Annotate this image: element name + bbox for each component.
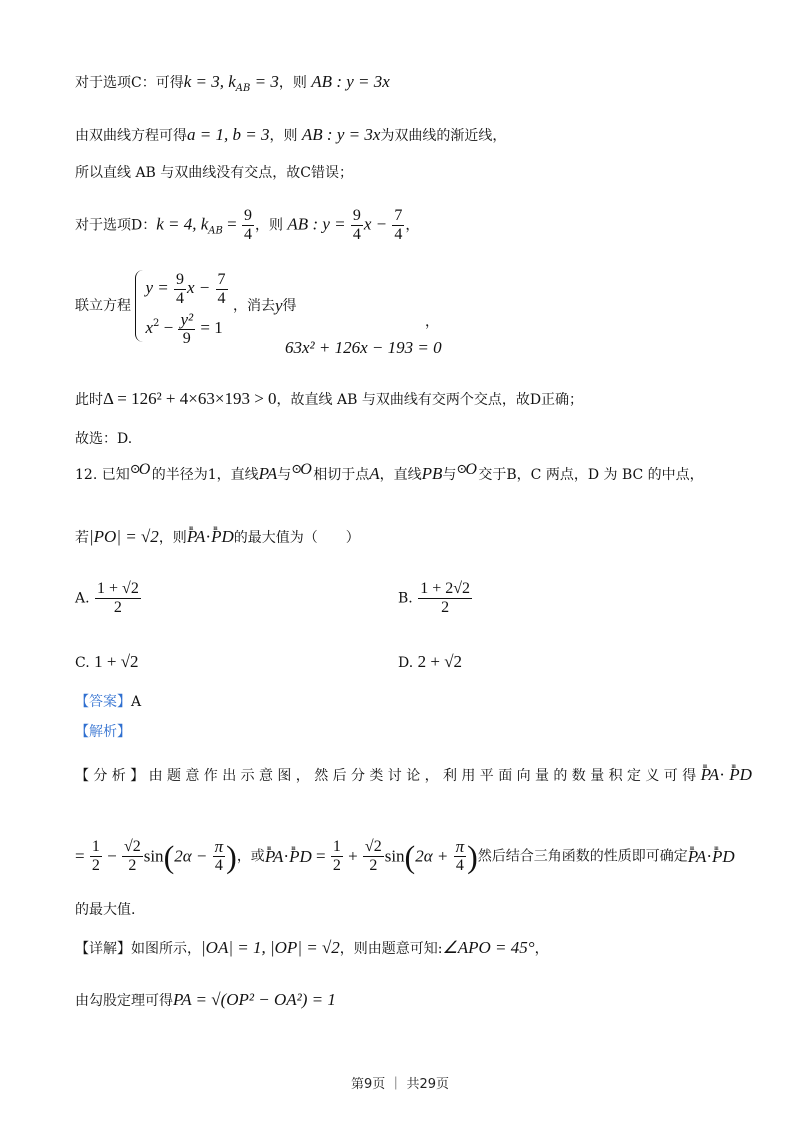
fraction: $\frac{9}{4}$ — [352, 207, 361, 243]
text: ，则 — [254, 217, 283, 234]
line-no-intersection — [75, 163, 353, 183]
vector-pa: ıııı PA — [688, 847, 707, 867]
math: PB — [421, 464, 443, 483]
fraction: $\frac{1}{2}$ — [91, 838, 100, 874]
vector-pd: ıııı PD — [712, 847, 735, 867]
math: k = 3, k — [183, 72, 236, 91]
vector-pd: ıııı PD — [289, 847, 312, 867]
math: 2 + √2 — [417, 652, 463, 671]
text: 故选：D. — [75, 431, 133, 447]
text: 然后结合三角函数的性质即可确定 — [477, 848, 688, 865]
option-label: C. — [75, 655, 90, 671]
text: 所以直线 AB 与双曲线没有交点，故C错误； — [75, 165, 354, 181]
text: ，则 — [158, 530, 187, 546]
answer-tag: 【答案】 — [75, 694, 131, 710]
answer-line — [75, 692, 141, 712]
text: 的半径为1，直线 — [151, 467, 259, 483]
option-c — [75, 652, 139, 673]
math: k = 4, k — [156, 214, 209, 234]
math: = — [222, 214, 241, 234]
math: a = 1, b = 3 — [187, 125, 270, 144]
text: 由双曲线方程可得 — [75, 128, 187, 144]
line-discriminant — [75, 389, 583, 410]
fraction: $\frac{1 + √2}{2}$ — [97, 580, 139, 616]
line-option-d — [75, 207, 419, 244]
text: 12. 已知 — [75, 467, 130, 483]
math: y — [274, 296, 283, 315]
detail-line — [75, 938, 549, 959]
equation-system: y = $\frac{9}{4}$ x − $\frac{7}{4}$ $x^2$ − $\frac{\text{y²}}{9}$ = 1 — [135, 270, 228, 342]
math: = 3 — [250, 72, 279, 91]
option-label: A. — [75, 590, 90, 607]
text: 与 — [277, 467, 292, 483]
text: ， — [405, 217, 420, 234]
text: 得 — [282, 298, 297, 314]
math: 1 + √2 — [94, 652, 139, 671]
vector-pd: ıııı PD — [729, 765, 752, 785]
question-12-line1 — [75, 460, 704, 490]
fraction: $\frac{\pi}{4}$ — [455, 837, 465, 874]
text: ，则由题意可知: — [339, 941, 443, 957]
text: 的最大值. — [75, 902, 136, 918]
math: AB : y = — [287, 214, 350, 234]
math: PA — [258, 464, 278, 483]
line-choose-d — [75, 429, 132, 449]
math: A — [369, 464, 380, 483]
analysis-line1: 【分析】由题意作出示意图，然后分类讨论，利用平面向量的数量积定义可得ıııı PA·ıııı PD — [75, 765, 752, 786]
text: 为双曲线的渐近线， — [380, 128, 507, 144]
answer-value: A — [131, 694, 142, 710]
option-label: B. — [398, 590, 413, 607]
circle-o-symbol: ⊙ O — [291, 461, 312, 478]
vector-pa: ıııı PA — [265, 847, 284, 867]
subscript: AB — [208, 225, 223, 237]
line-eliminated-equation — [285, 338, 442, 359]
text: 【详解】如图所示， — [75, 941, 201, 957]
option-d — [398, 652, 462, 673]
text: 此时 — [75, 392, 103, 408]
question-12-line2: 若|PO| = √2，则ıııı PA·ıııı PD的最大值为（ ） — [75, 527, 360, 548]
text: 由勾股定理可得 — [75, 993, 173, 1009]
text: ，故直线 AB 与双曲线有交两个交点，故D正确； — [276, 392, 584, 408]
math: AB : y = 3x — [311, 72, 390, 91]
math: AB : y = 3x — [301, 125, 381, 144]
text: 交于 — [478, 467, 507, 483]
text: ，直线 — [379, 467, 422, 483]
pythagoras-line — [75, 990, 336, 1011]
analysis-tag-line — [75, 722, 131, 742]
analysis-equation-line: = $\frac{1}{2}$ − $\frac{√2}{2}$ sin(2α − $\frac{\pi}{4}$ )，或ıııı PA·ıııı PD = $\frac{1}{2}$ + $\frac{√2}{2}$ sin(2α + $\frac{\pi}{4}$ )然后结合三角函数的性质即可确定ıııı PA·ıııı PD — [75, 838, 735, 875]
subscript: AB — [235, 83, 251, 94]
option-label: D. — [398, 655, 414, 671]
math: PA = √(OP² − OA²) = 1 — [173, 990, 336, 1009]
text: 若 — [75, 530, 89, 546]
circle-o-symbol: ⊙ O — [129, 461, 151, 478]
vector-pa: ıııı PA — [187, 527, 206, 547]
page-footer: 第9页 ｜ 共29页 — [350, 1077, 450, 1092]
math: |PO| = √2 — [89, 527, 159, 546]
text: 与 — [442, 467, 457, 483]
text: ，则 — [278, 75, 307, 91]
text: ，或 — [236, 848, 265, 865]
option-a — [75, 580, 142, 617]
text: ， — [534, 941, 549, 957]
fraction: $\frac{9}{4}$ — [243, 207, 252, 243]
text: 【分析】由题意作出示意图，然后分类讨论，利用平面向量的数量积定义可得 — [75, 768, 701, 784]
text: 相切于点 — [313, 467, 370, 483]
line-system-comma: ， — [425, 314, 439, 330]
vector-pd: ıııı PD — [211, 527, 234, 547]
line-option-c — [75, 72, 390, 99]
fraction: $\frac{1}{2}$ — [332, 838, 341, 874]
math: ∠APO = 45° — [442, 938, 535, 957]
analysis-tag: 【解析】 — [75, 724, 131, 740]
option-b — [398, 580, 473, 617]
math: |OA| = 1, |OP| = √2 — [201, 938, 340, 957]
math: 63x² + 126x − 193 = 0 — [285, 338, 442, 357]
text: 的最大值为（ ） — [233, 530, 360, 546]
text: 对于选项D： — [75, 217, 157, 234]
math: x − — [363, 214, 392, 234]
fraction: $\frac{7}{4}$ — [394, 207, 403, 243]
fraction: $\frac{√2}{2}$ — [364, 838, 382, 874]
fraction: $\frac{\pi}{4}$ — [214, 837, 224, 874]
fraction: $\frac{√2}{2}$ — [123, 838, 141, 874]
text: 对于选项C：可得 — [75, 75, 184, 91]
text: ，则 — [269, 128, 298, 144]
text: ，消去 — [232, 298, 275, 314]
text: B，C 两点，D 为 BC 的中点， — [506, 467, 704, 483]
circle-o-symbol: ⊙ O — [456, 461, 477, 478]
vector-pa: ıııı PA — [701, 765, 720, 785]
line-hyperbola-params — [75, 125, 506, 146]
line-system — [75, 270, 297, 347]
fraction: $\frac{1 + 2√2}{2}$ — [420, 580, 471, 616]
text: 联立方程 — [75, 298, 131, 314]
analysis-max-line — [75, 900, 135, 920]
math: Δ = 126² + 4×63×193 > 0 — [103, 389, 277, 408]
